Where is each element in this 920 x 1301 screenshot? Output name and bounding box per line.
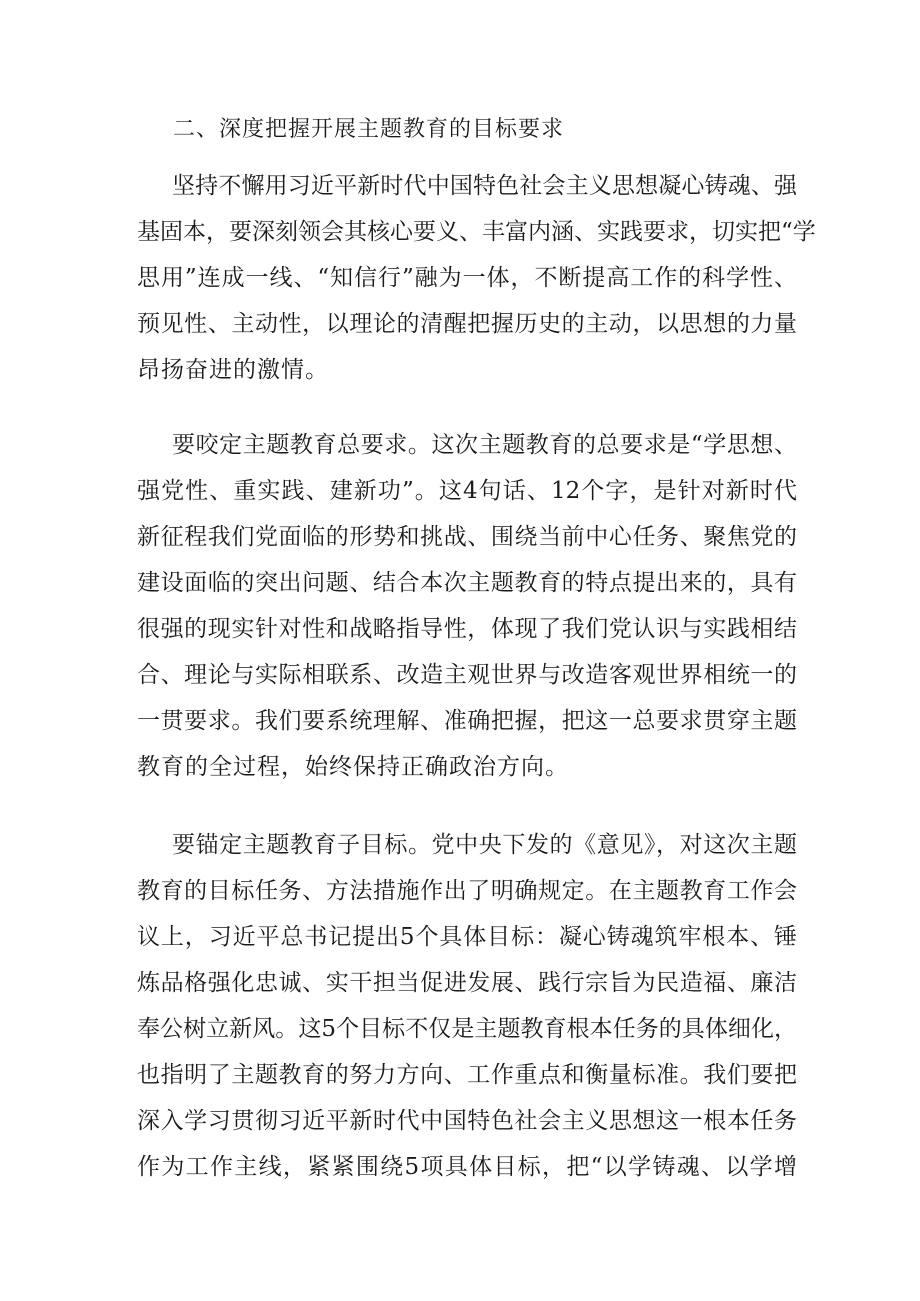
text-line: 教育的目标任务、方法措施作出了明确规定。在主题教育工作会 (137, 878, 797, 904)
text-line: 基固本，要深刻领会其核心要义、丰富内涵、实践要求，切实把“学 (137, 219, 816, 245)
paragraph-3 (137, 822, 797, 1190)
text-line: 预见性、主动性，以理论的清醒把握历史的主动，以思想的力量 (137, 311, 797, 337)
text-line: 教育的全过程，始终保持正确政治方向。 (137, 754, 569, 780)
text-line: 要咬定主题教育总要求。这次主题教育的总要求是“学思想、 (172, 432, 797, 458)
text-line: 思用”连成一线、“知信行”融为一体，不断提高工作的科学性、 (137, 265, 797, 291)
text-line: 要锚定主题教育子目标。党中央下发的《意见》，对这次主题 (172, 832, 797, 858)
text-line: 强党性、重实践、建新功”。这4句话、12个字，是针对新时代 (137, 478, 797, 504)
text-line: 也指明了主题教育的努力方向、工作重点和衡量标准。我们要把 (137, 1062, 797, 1088)
text-line: 奉公树立新风。这5个目标不仅是主题教育根本任务的具体细化， (137, 1016, 797, 1042)
text-line: 坚持不懈用习近平新时代中国特色社会主义思想凝心铸魂、强 (172, 173, 797, 199)
text-line: 新征程我们党面临的形势和挑战、围绕当前中心任务、聚焦党的 (137, 524, 797, 550)
text-line: 合、理论与实际相联系、改造主观世界与改造客观世界相统一的 (137, 662, 797, 688)
text-line: 很强的现实针对性和战略指导性，体现了我们党认识与实践相结 (137, 616, 797, 642)
text-line: 议上，习近平总书记提出5个具体目标：凝心铸魂筑牢根本、锤 (137, 924, 797, 950)
paragraph-1 (137, 163, 816, 393)
text-line: 作为工作主线，紧紧围绕5项具体目标，把“以学铸魂、以学增 (137, 1154, 797, 1180)
text-line: 炼品格强化忠诚、实干担当促进发展、践行宗旨为民造福、廉洁 (137, 970, 797, 996)
text-line: 深入学习贯彻习近平新时代中国特色社会主义思想这一根本任务 (137, 1108, 797, 1134)
section-heading: 二、深度把握开展主题教育的目标要求 (173, 117, 565, 142)
text-line: 一贯要求。我们要系统理解、准确把握，把这一总要求贯穿主题 (137, 708, 797, 734)
text-line: 建设面临的突出问题、结合本次主题教育的特点提出来的，具有 (137, 570, 797, 596)
text-line: 昂扬奋进的激情。 (137, 357, 329, 383)
paragraph-2 (137, 422, 797, 790)
